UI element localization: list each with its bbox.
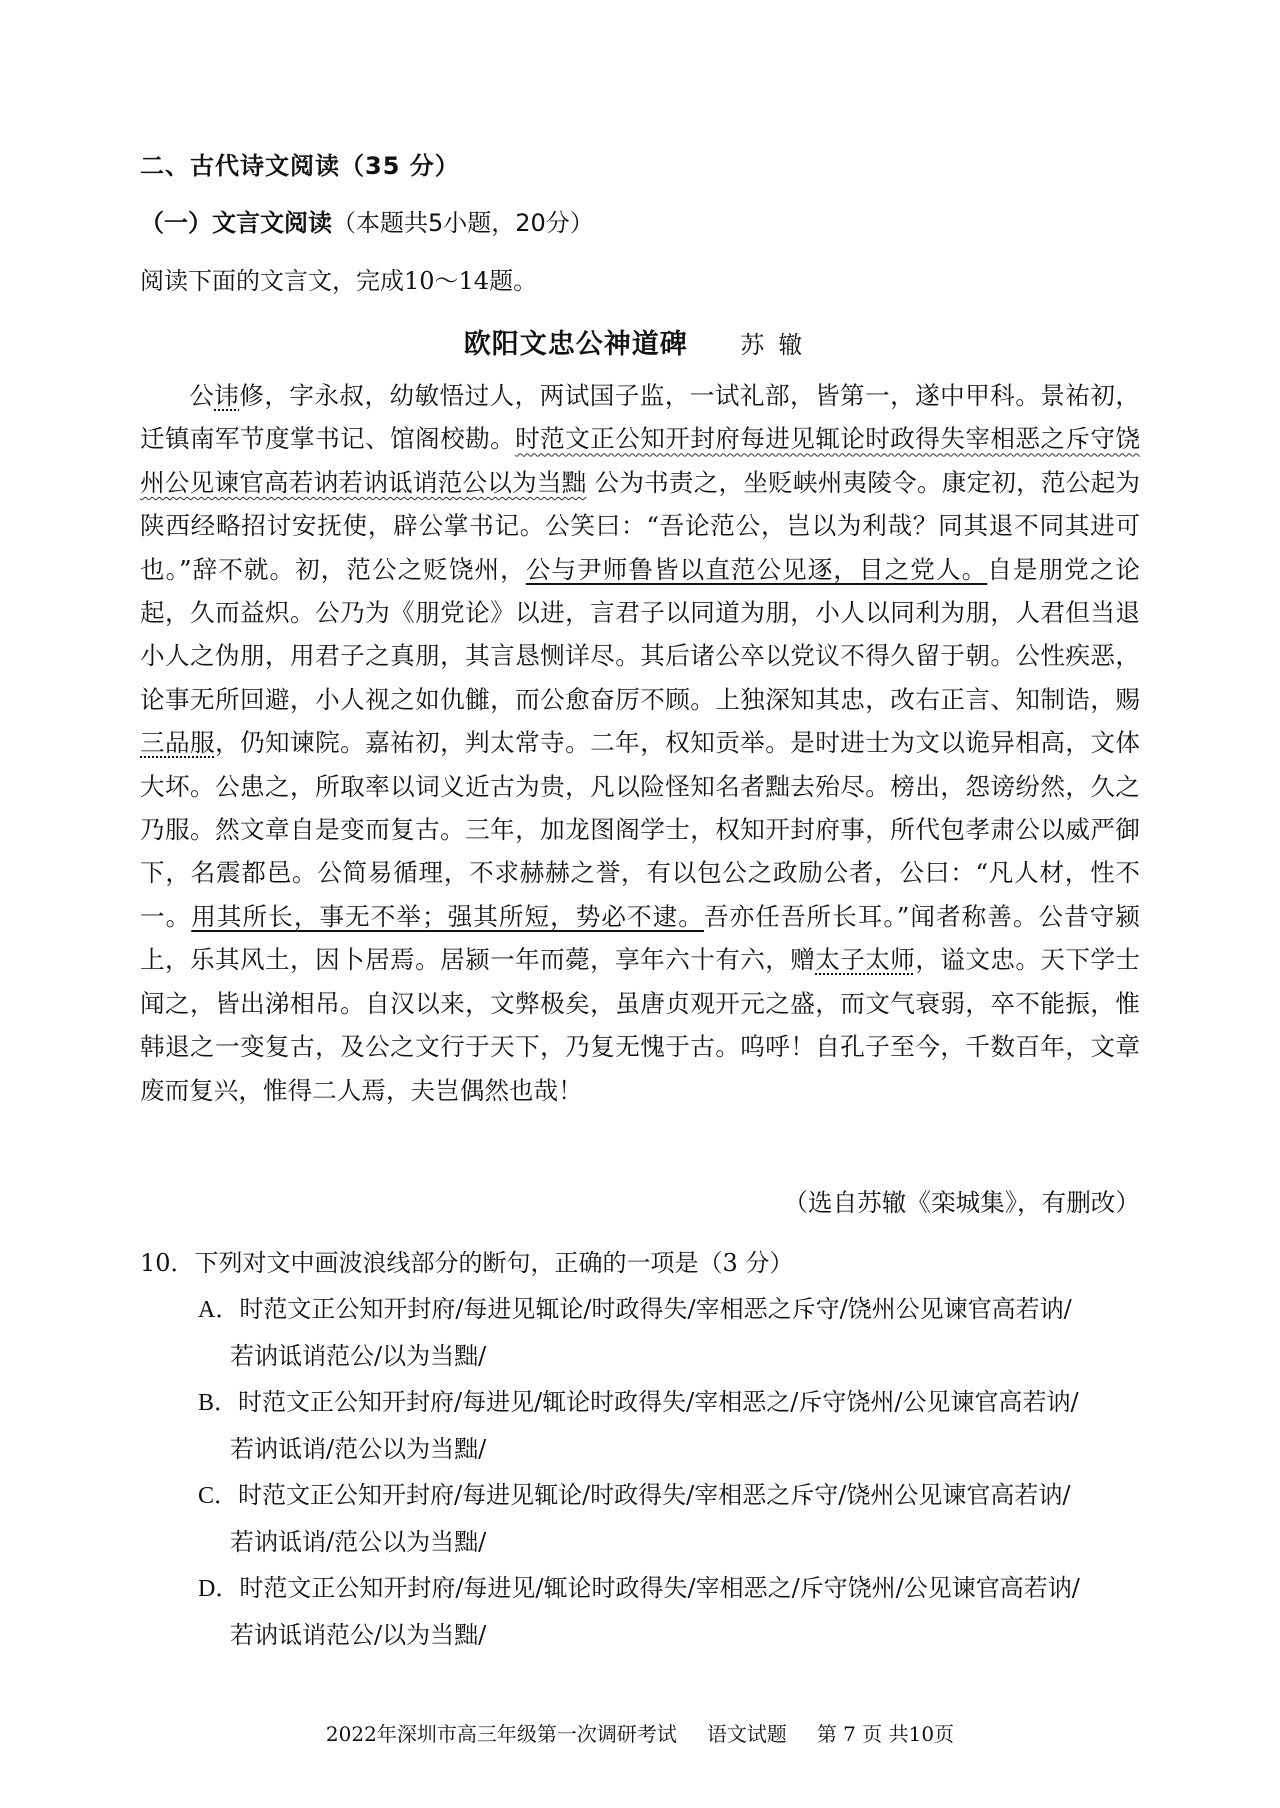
option-text-cont: 若讷诋诮/范公以为当黜/ bbox=[230, 1528, 487, 1556]
passage-header bbox=[0, 322, 1280, 361]
option-letter: A． bbox=[198, 1297, 240, 1323]
page-footer bbox=[0, 1718, 1280, 1747]
footer-page-number: 第 7 页 共10页 bbox=[816, 1722, 955, 1746]
option-letter: D． bbox=[198, 1576, 240, 1602]
option-d bbox=[198, 1565, 1150, 1658]
text-run: 吾亦任吾所长耳。”闻者称善。公昔守颍上，乐其风土，因卜居焉。居颍一年而薨，享年六十有六，赠 bbox=[140, 901, 1140, 975]
text-run: ，仍知谏院。嘉祐初，判太常寺。二年，权知贡举。是时进士为文以诡异相高，文体大坏。公患之，所取率以词义近古为贵，凡以险怪知名者黜去殆尽。榜出，怨谤纷然，久之乃服。然文章自是变而复古。三年，加龙图阁学士，权知开封府事，所代包孝肃公以威严御下，名震都邑。公简易循理，不求赫赫之誉，有以包公之政励公者，公曰：“凡人材，性不一。 bbox=[140, 728, 1140, 931]
wavy-underlined-text: 时范文正公知开封府每进见辄论时政得失宰相恶之斥守饶州公见谏官高若讷若讷诋诮范公以为当黜 bbox=[140, 424, 1140, 497]
text-run: 公为书责之，坐贬峡州夷陵令。康定初，范公起为陕西经略招讨安抚使，辟公掌书记。公笑曰：“吾论范公，岂以为利哉？同其退不同其进可也。”辞不就。初，范公之贬饶州， bbox=[140, 467, 1140, 584]
passage-title bbox=[464, 329, 688, 360]
underlined-sentence: 用其所长，事无不举；强其所短，势必不逮。 bbox=[191, 901, 704, 931]
question-stem: 10．下列对文中画波浪线部分的断句，正确的一项是（3 分） bbox=[140, 1249, 794, 1277]
option-text: 时范文正公知开封府/每进见/辄论时政得失/宰相恶之/斥守饶州/公见谏官高若讷/ bbox=[239, 1574, 1080, 1602]
text-run: 自是朋党之论起，久而益炽。公乃为《朋党论》以进，言君子以同道为朋，小人以同利为朋，人君但当退小人之伪朋，用君子之真朋，其言恳恻详尽。其后诸公卒以党议不得久留于朝。公性疾恶，论事无所回避，小人视之如仇雠，而公愈奋厉不顾。上独深知其忠，改右正言、知制诰，赐 bbox=[140, 554, 1140, 714]
option-a bbox=[198, 1286, 1150, 1379]
section-title: 二、古代诗文阅读（35 分） bbox=[140, 152, 460, 180]
subsection-label: （一）文言文阅读 bbox=[140, 209, 332, 237]
dotted-term: 太子太师 bbox=[815, 945, 916, 975]
dotted-char: 讳 bbox=[214, 381, 240, 410]
text-run: 修，字永叔，幼敏悟过人，两试国子监，一试礼部，皆第一，遂中甲科。景祐初，迁镇南军节度掌书记、馆阁校勘。 bbox=[140, 381, 1140, 454]
option-text-cont: 若讷诋诮范公/以为当黜/ bbox=[230, 1342, 487, 1370]
option-text: 时范文正公知开封府/每进见/辄论时政得失/宰相恶之/斥守饶州/公见谏官高若讷/ bbox=[238, 1388, 1079, 1416]
option-letter: C． bbox=[198, 1483, 239, 1509]
classical-passage bbox=[140, 374, 1140, 1112]
passage-paragraph bbox=[140, 374, 1140, 1112]
option-b bbox=[198, 1379, 1150, 1472]
subsection-note: （本题共5小题，20分） bbox=[332, 209, 594, 237]
passage-title-text: 欧阳文忠公神道碑 bbox=[463, 329, 688, 360]
text-run: ，谥文忠。天下学士闻之，皆出涕相吊。自汉以来，文弊极矣，虽唐贞观开元之盛，而文气衰弱，卒不能振，惟韩退之一变复古，及公之文行于天下，乃复无愧于古。呜呼！自孔子至今，千数百年，文章废而复兴，惟得二人焉，夫岂偶然也哉！ bbox=[140, 945, 1140, 1105]
reading-instruction: 阅读下面的文言文，完成10～14题。 bbox=[140, 267, 538, 295]
underlined-sentence: 公与尹师鲁皆以直范公见逐，目之党人。 bbox=[525, 554, 988, 584]
option-text: 时范文正公知开封府/每进见辄论/时政得失/宰相恶之斥守/饶州公见谏官高若讷/ bbox=[239, 1295, 1072, 1323]
option-text-cont: 若讷诋诮/范公以为当黜/ bbox=[230, 1435, 487, 1463]
passage-author: 苏辙 bbox=[740, 331, 817, 359]
option-letter: B． bbox=[198, 1390, 239, 1416]
subsection-title bbox=[140, 203, 594, 238]
option-text-cont: 若讷诋诮范公/以为当黜/ bbox=[230, 1621, 487, 1649]
option-text: 时范文正公知开封府/每进见辄论/时政得失/宰相恶之斥守/饶州公见谏官高若讷/ bbox=[238, 1481, 1071, 1509]
text-run: 公 bbox=[189, 381, 215, 410]
footer-exam: 2022年深圳市高三年级第一次调研考试 bbox=[325, 1722, 677, 1746]
dotted-term: 三品服 bbox=[140, 728, 216, 758]
option-c bbox=[198, 1472, 1150, 1565]
question-10 bbox=[140, 1240, 1150, 1658]
passage-source: （选自苏辙《栾城集》，有删改） bbox=[783, 1188, 1140, 1217]
footer-subject: 语文试题 bbox=[706, 1722, 787, 1746]
